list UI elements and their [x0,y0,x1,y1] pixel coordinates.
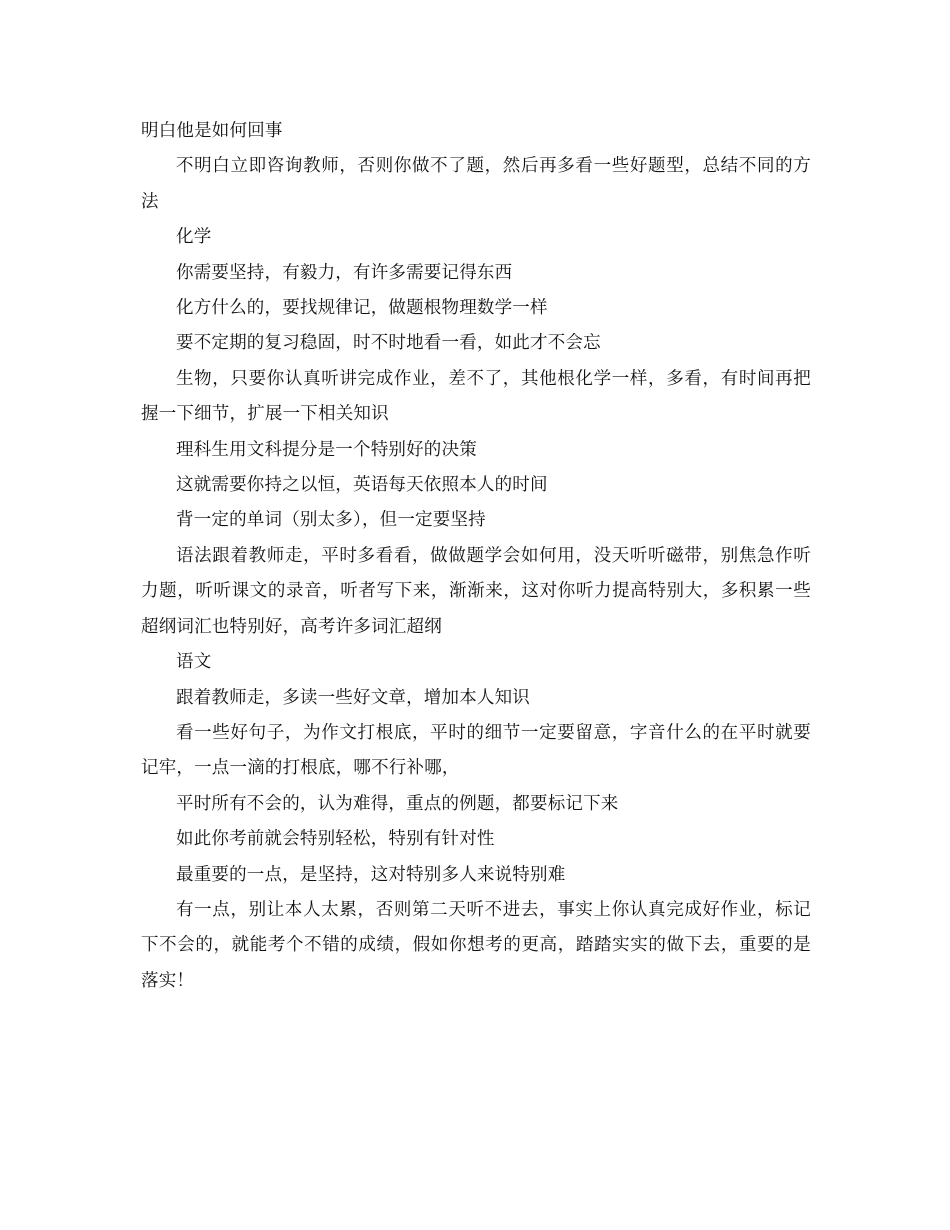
section-heading-chinese: 语文 [176,652,212,673]
paragraph: 背一定的单词（别太多），但一定要坚持 [176,510,486,531]
paragraph: 要不定期的复习稳固，时不时地看一看，如此才不会忘 [176,333,601,354]
paragraph: 生物，只要你认真听讲完成作业，差不了，其他根化学一样，多看，有时间再把握一下细节，扩展一下相关知识 [141,368,811,425]
paragraph: 理科生用文科提分是一个特别好的决策 [176,439,477,460]
paragraph: 如此你考前就会特别轻松，特别有针对性 [176,829,495,850]
paragraph: 你需要坚持，有毅力，有许多需要记得东西 [176,262,513,283]
paragraph: 平时所有不会的，认为难得，重点的例题，都要标记下来 [176,793,619,814]
paragraph: 有一点，别让本人太累，否则第二天听不进去，事实上你认真完成好作业，标记下不会的，就能考个不错的成绩，假如你想考的更高，踏踏实实的做下去，重要的是落实！ [141,899,811,991]
paragraph: 最重要的一点，是坚持，这对特别多人来说特别难 [176,864,566,885]
paragraph: 不明白立即咨询教师，否则你做不了题，然后再多看一些好题型，总结不同的方法 [141,156,811,212]
paragraph: 这就需要你持之以恒，英语每天依照本人的时间 [176,475,548,496]
section-heading-chemistry: 化学 [176,227,212,248]
paragraph: 跟着教师走，多读一些好文章，增加本人知识 [176,687,530,708]
paragraph: 化方什么的，要找规律记，做题根物理数学一样 [176,298,548,319]
paragraph: 语法跟着教师走，平时多看看，做做题学会如何用，没天听听磁带，别焦急作听力题，听听课文的录音，听者写下来，渐渐来，这对你听力提高特别大，多积累一些超纲词汇也特别好，高考许多词汇超纲 [141,545,811,637]
paragraph: 看一些好句子，为作文打根底，平时的细节一定要留意，字音什么的在平时就要记牢，一点一滴的打根底，哪不行补哪， [141,722,811,779]
paragraph-continuation: 明白他是如何回事 [141,121,283,141]
document-body [141,114,811,999]
